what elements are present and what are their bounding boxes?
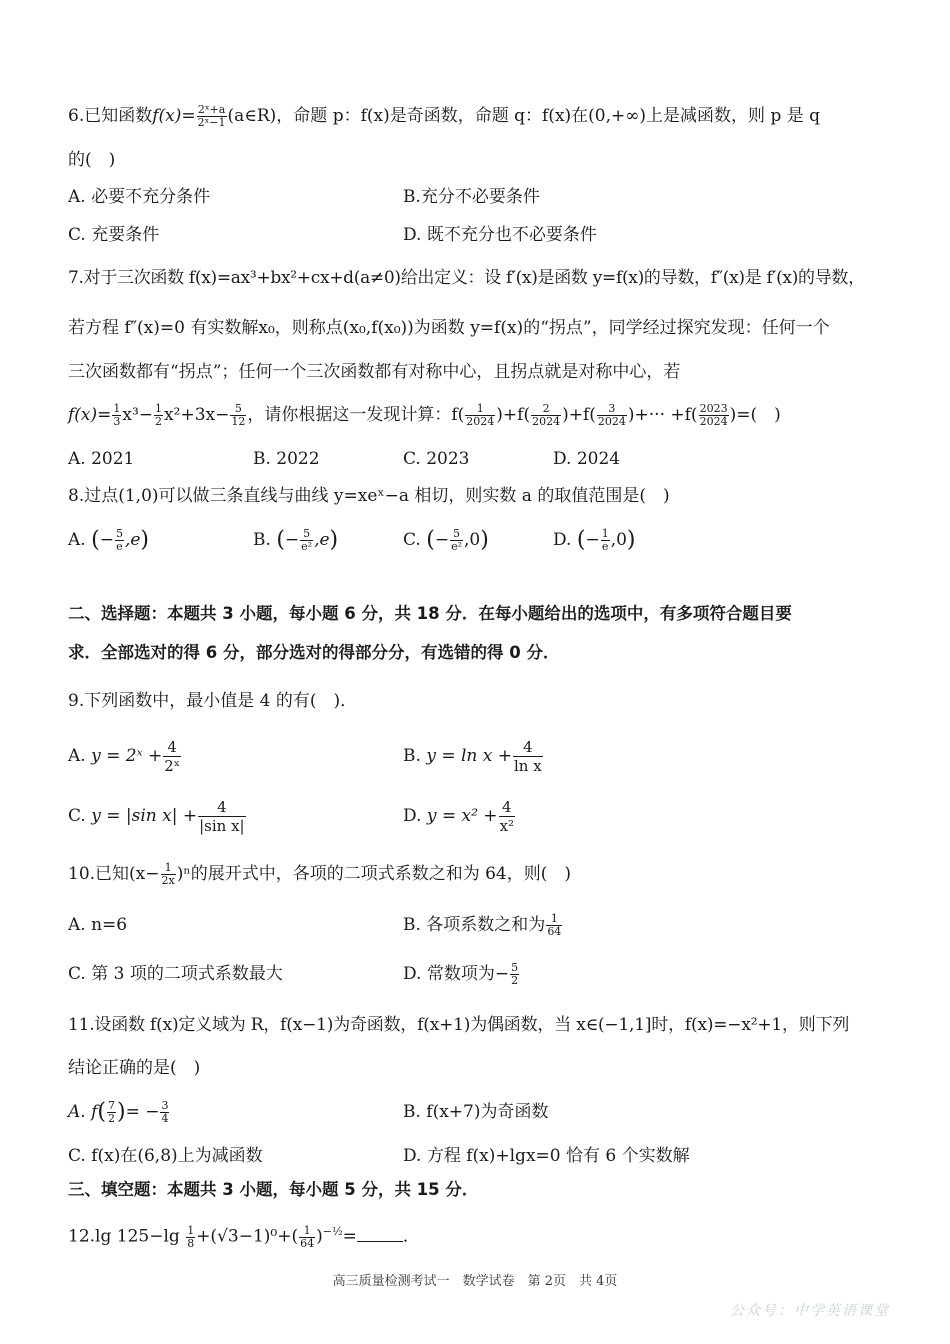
q8-option-a: A. (− $\frac{5}{e}$ ,e)	[68, 527, 149, 553]
q10-option-d-text: D. 常数项为−	[403, 964, 510, 984]
q7-x3: x³−	[122, 405, 154, 425]
q7-frac-den: 12	[231, 415, 246, 428]
q9-expr: y = ln x +	[426, 746, 512, 766]
q10-frac-num: 1	[546, 913, 562, 926]
q11-option-c: C. f(x)在(6,8)上为减函数	[68, 1146, 263, 1166]
q9-frac-den: ln x	[514, 757, 542, 775]
q11-line1: 11.设函数 f(x)定义域为 R，f(x−1)为奇函数，f(x+1)为偶函数，当 x∈(−1,1]时，f(x)=−x²+1，则下列	[68, 1015, 850, 1035]
q9-line1: 9.下列函数中，最小值是 4 的有( )．	[68, 691, 358, 711]
q7-option-d: D. 2024	[553, 449, 621, 469]
q12-answer-blank[interactable]	[357, 1225, 403, 1242]
q8-option-tail: ,e	[124, 530, 141, 550]
q9-option-a	[68, 738, 182, 775]
q8-frac-den: e	[116, 540, 123, 553]
watermark: 公众号：中学英语课堂	[730, 1303, 890, 1319]
q7-frac-den: 2024	[532, 415, 561, 428]
q9-option-c	[68, 798, 247, 835]
q7-frac-den: 2024	[597, 415, 626, 428]
q9-option-label: D.	[403, 806, 422, 826]
q12-eq: =	[342, 1226, 357, 1247]
q9-expr: y = |sin x| +	[91, 806, 198, 826]
q10-option-b-text: B. 各项系数之和为	[403, 915, 546, 935]
q11-option-a: A. f( $\frac{7}{2}$ )= − $\frac{3}{4}$	[68, 1099, 169, 1125]
q8-frac-den: e²	[451, 540, 462, 553]
q12-exponent: −½	[322, 1225, 343, 1238]
q10-option-a: A. n=6	[68, 915, 128, 935]
q6-prefix: 6.已知函数	[68, 106, 153, 126]
q9-frac-num: 4	[163, 738, 181, 757]
q10-frac-num: 5	[511, 961, 519, 974]
q7-frac-den: 2024	[699, 415, 728, 428]
q7-option-c: C. 2023	[403, 449, 470, 469]
q10-option-d	[403, 962, 520, 987]
q8-option-label: B.	[253, 530, 271, 550]
q7-frac-num: 2	[531, 403, 561, 416]
q8-option-d: D. (− $\frac{1}{e}$ ,0)	[553, 527, 636, 553]
q12-close: )	[316, 1226, 323, 1247]
q9-option-label: B.	[403, 746, 421, 766]
q7-frac-num: 1	[155, 402, 163, 415]
q7-frac-num: 1	[113, 402, 121, 415]
q8-option-tail: ,0	[610, 530, 627, 550]
q9-frac-num: 4	[513, 738, 543, 757]
q11-option-d: D. 方程 f(x)+lgx=0 恰有 6 个实数解	[403, 1146, 690, 1166]
q8-option-tail: ,e	[314, 530, 330, 550]
q6-frac	[197, 104, 227, 129]
q8-frac-num: 5	[450, 528, 463, 541]
q11-line2: 结论正确的是( )	[68, 1058, 201, 1078]
q8-option-c: C. (− $\frac{5}{\text{e²}}$ ,0)	[403, 527, 489, 553]
q12-frac-den: 8	[187, 1236, 195, 1250]
q9-frac-num: 4	[198, 798, 246, 817]
q10-option-b	[403, 913, 563, 938]
section2-heading-line1: 二、选择题：本题共 3 小题，每小题 6 分，共 18 分．在每小题给出的选项中，有多项符合题目要	[68, 604, 792, 623]
q12-frac-num: 1	[187, 1223, 195, 1237]
q9-frac-den: 2ˣ	[164, 757, 181, 775]
q7-close: )=( )	[729, 405, 781, 425]
q8-option-label: A.	[68, 530, 86, 550]
q8-option-b: B. (− $\frac{5}{\text{e²}}$ ,e)	[253, 527, 339, 553]
q10-stem: )ⁿ的展开式中，各项的二项式系数之和为 64，则( )	[176, 864, 571, 884]
section2-heading-line2: 求．全部选对的得 6 分，部分选对的得部分分，有选错的得 0 分．	[68, 643, 560, 662]
q9-frac-den: x²	[499, 817, 515, 835]
q11-option-a-eq: = −	[125, 1102, 160, 1122]
q10-prefix: 10.已知(x−	[68, 864, 160, 884]
q8-frac-den: e	[601, 540, 609, 553]
section3-heading: 三、填空题：本题共 3 小题，每小题 5 分，共 15 分．	[68, 1180, 479, 1199]
q6-frac-den: 2ˣ−1	[197, 116, 226, 129]
q11-frac-den: 4	[161, 1112, 169, 1125]
q9-option-label: C.	[68, 806, 86, 826]
q6-line1	[68, 104, 820, 129]
q7-option-b: B. 2022	[253, 449, 320, 469]
q12-frac-den: 64	[300, 1236, 315, 1250]
q10-line1	[68, 862, 571, 887]
q6-frac-num: 2ˣ+a	[197, 103, 226, 116]
q6-option-a: A. 必要不充分条件	[68, 187, 211, 207]
q7-frac-num: 1	[465, 403, 495, 416]
q7-ellipsis: )+··· +f(	[627, 405, 698, 425]
q6-func: f(x)=	[152, 106, 196, 126]
q7-frac-num: 2023	[699, 402, 728, 415]
q10-frac-den: 64	[547, 925, 562, 938]
q12-line	[68, 1220, 420, 1250]
q7-frac-den: 2	[155, 415, 163, 428]
q9-expr: y = 2ˣ +	[91, 746, 163, 766]
q12-root-term: +(√3−1)⁰+(	[196, 1226, 299, 1247]
q7-line3: 三次函数都有“拐点”；任何一个三次函数都有对称中心，且拐点就是对称中心，若	[68, 362, 681, 382]
q8-line1: 8.过点(1,0)可以做三条直线与曲线 y=xeˣ−a 相切，则实数 a 的取值范围是( )	[68, 486, 670, 506]
q6-option-b: B.充分不必要条件	[403, 187, 540, 207]
q7-frac-num: 3	[597, 403, 627, 416]
q7-option-a: A. 2021	[68, 449, 135, 469]
q12-frac-num: 1	[299, 1225, 315, 1238]
q7-x2: x²+3x−	[164, 405, 230, 425]
q11-frac-num: 3	[161, 1099, 169, 1112]
q10-frac-den: 2x	[161, 874, 175, 887]
q11-option-b: B. f(x+7)为奇函数	[403, 1102, 549, 1122]
q6-option-c: C. 充要条件	[68, 225, 160, 245]
q11-frac-den: 2	[107, 1112, 115, 1125]
q7-frac-den: 3	[113, 415, 121, 428]
q8-frac-num: 5	[300, 528, 313, 541]
q11-option-a-f: A. f	[68, 1102, 98, 1122]
q7-frac-den: 2024	[466, 415, 495, 428]
q6-option-d: D. 既不充分也不必要条件	[403, 225, 597, 245]
q9-frac-num: 4	[499, 798, 515, 817]
q8-option-tail: ,0	[463, 530, 481, 550]
q7-line4	[68, 403, 781, 428]
q9-frac-den: |sin x|	[199, 817, 245, 835]
q8-frac-num: 1	[601, 527, 609, 540]
q7-line2: 若方程 f″(x)=0 有实数解x₀，则称点(x₀,f(x₀))为函数 y=f(x)的“拐点”，同学经过探究发现：任何一个	[68, 318, 830, 338]
q7-fx: f(x)=	[68, 405, 112, 425]
q11-frac-num: 7	[107, 1099, 115, 1112]
q9-option-label: A.	[68, 746, 86, 766]
q8-option-label: C.	[403, 530, 421, 550]
q9-option-d	[403, 798, 516, 835]
q8-option-label: D.	[553, 530, 572, 550]
q9-option-b	[403, 738, 544, 775]
q10-frac-den: 2	[511, 974, 519, 987]
q8-frac-den: e²	[301, 540, 313, 553]
q6-cond: (a∈R)，命题 p：f(x)是奇函数，命题 q：f(x)在(0,+∞)上是减函数，则 p 是 q	[227, 106, 821, 126]
q12-period: ．	[402, 1226, 420, 1247]
q7-compute-text: ，请你根据这一发现计算：f(	[247, 405, 465, 425]
q6-line2: 的( )	[68, 150, 116, 170]
page-footer: 高三质量检测考试一 数学试卷 第 2页 共 4页	[332, 1274, 618, 1289]
q10-option-c: C. 第 3 项的二项式系数最大	[68, 964, 283, 984]
q7-plus: )+f(	[562, 405, 596, 425]
q7-frac-num: 5	[230, 403, 246, 416]
q7-plus: )+f(	[496, 405, 531, 425]
q9-expr: y = x² +	[426, 806, 498, 826]
q10-frac-num: 1	[161, 862, 176, 875]
q12-lg: 12.lg 125−lg	[68, 1226, 180, 1247]
q8-frac-num: 5	[115, 527, 123, 540]
q7-line1: 7.对于三次函数 f(x)=ax³+bx²+cx+d(a≠0)给出定义：设 f′(x)是函数 y=f(x)的导数，f″(x)是 f′(x)的导数，	[68, 268, 865, 288]
